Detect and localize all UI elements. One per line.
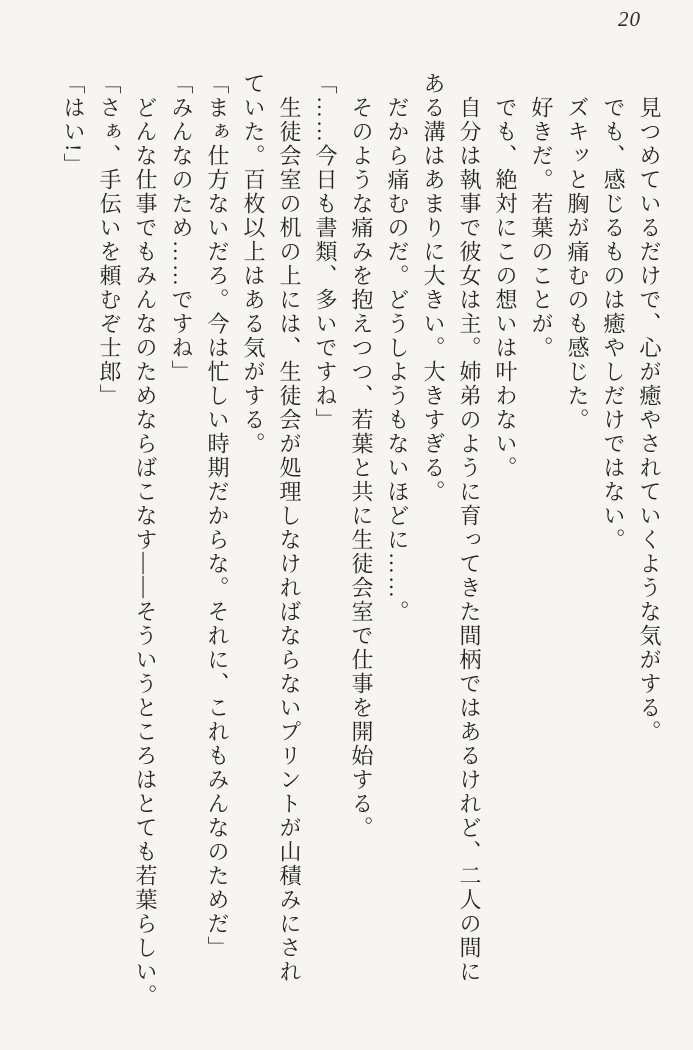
text-line: どんな仕事でもみんなのためならばこなす――そういうところはとても若葉らしい。 — [133, 72, 158, 1008]
text-line: だから痛むのだ。どうしようもないほどに……。 — [385, 72, 410, 624]
text-line: そのような痛みを抱えつつ、若葉と共に生徒会室で仕事を開始する。 — [349, 72, 374, 840]
text-line: ていた。百枚以上はある気がする。 — [241, 72, 266, 456]
text-block — [55, 72, 667, 1024]
text-line: でも、感じるものは癒やしだけではない。 — [601, 72, 626, 552]
text-line: 好きだ。若葉のことが。 — [529, 72, 554, 360]
text-line: 「……今日も書類、多いですね」 — [313, 72, 338, 432]
text-line: 生徒会室の机の上には、生徒会が処理しなければならないプリントが山積みにされ — [277, 72, 302, 984]
text-line: 自分は執事で彼女は主。姉弟のように育ってきた間柄ではあるけれど、二人の間に — [457, 72, 482, 984]
text-line: 「みんなのため……ですね」 — [169, 72, 194, 384]
text-line: ズキッと胸が痛むのも感じた。 — [565, 72, 590, 432]
page-number: 20 — [618, 7, 641, 31]
text-line: 「はい!」 — [61, 72, 86, 178]
text-line: 見つめているだけで、心が癒やされていくような気がする。 — [637, 72, 662, 744]
text-line: 「さぁ、手伝いを頼むぞ士郎」 — [97, 72, 122, 408]
text-line: ある溝はあまりに大きい。大きすぎる。 — [421, 72, 446, 504]
text-line: 「まぁ仕方ないだろ。今は忙しい時期だからな。それに、これもみんなのためだ」 — [205, 72, 230, 960]
text-line: でも、絶対にこの想いは叶わない。 — [493, 72, 518, 480]
